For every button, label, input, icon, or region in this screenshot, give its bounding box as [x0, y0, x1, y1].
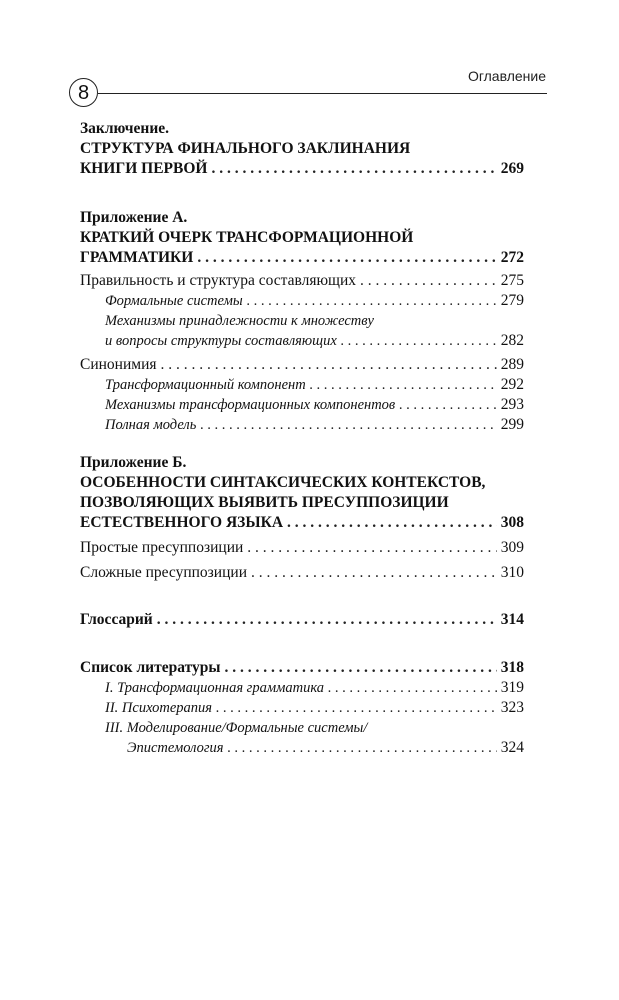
- entry-page: 324: [500, 739, 524, 756]
- dot-leader: [197, 248, 496, 268]
- dot-leader: [200, 415, 496, 435]
- entry-page: 293: [500, 396, 524, 413]
- entry-title: Правильность и структура составляющих: [80, 272, 357, 289]
- entry-page: 318: [500, 659, 524, 676]
- entry-title: Сложные пресуппозиции: [80, 564, 247, 581]
- entry-page: 269: [500, 160, 524, 177]
- toc-entry[interactable]: [80, 415, 524, 435]
- dot-leader: [224, 658, 496, 678]
- toc-entry[interactable]: [80, 355, 524, 375]
- toc-entry-continued: III. Моделирование/Формальные системы/: [105, 720, 368, 736]
- dot-leader: [310, 375, 497, 395]
- entry-page: 309: [500, 539, 524, 556]
- dot-leader: [328, 678, 497, 698]
- entry-page: 292: [500, 376, 524, 393]
- entry-page: 308: [500, 514, 524, 531]
- section-label: Приложение А.: [80, 209, 188, 226]
- entry-title: ЕСТЕСТВЕННОГО ЯЗЫКА: [80, 514, 284, 531]
- toc-entry[interactable]: [80, 395, 524, 415]
- entry-page: 279: [500, 292, 524, 309]
- section-title: ОСОБЕННОСТИ СИНТАКСИЧЕСКИХ КОНТЕКСТОВ,: [80, 474, 486, 491]
- toc-entry[interactable]: [80, 513, 524, 533]
- entry-title: Эпистемология: [127, 740, 224, 756]
- dot-leader: [341, 331, 497, 351]
- entry-title: II. Психотерапия: [105, 700, 213, 716]
- toc-section-appendix-a: [80, 208, 524, 435]
- dot-leader: [228, 738, 497, 758]
- dot-leader: [399, 395, 497, 415]
- entry-title: Трансформационный компонент: [105, 377, 306, 393]
- dot-leader: [251, 563, 497, 583]
- entry-title: ГРАММАТИКИ: [80, 249, 194, 266]
- toc-entry[interactable]: [80, 331, 524, 351]
- toc-entry[interactable]: [80, 698, 524, 718]
- entry-title: и вопросы структуры составляющих: [105, 333, 337, 349]
- entry-page: 323: [500, 699, 524, 716]
- toc-section-appendix-b: [80, 453, 524, 583]
- dot-leader: [216, 698, 497, 718]
- dot-leader: [247, 538, 496, 558]
- entry-page: 282: [500, 332, 524, 349]
- toc-entry[interactable]: [80, 291, 524, 311]
- dot-leader: [287, 513, 497, 533]
- entry-title: Глоссарий: [80, 611, 153, 628]
- running-header: Оглавление: [467, 68, 546, 84]
- entry-page: 299: [500, 416, 524, 433]
- toc-entry[interactable]: [80, 375, 524, 395]
- dot-leader: [161, 355, 497, 375]
- section-label: Приложение Б.: [80, 454, 187, 471]
- entry-title: КНИГИ ПЕРВОЙ: [80, 160, 208, 177]
- entry-page: 275: [500, 272, 524, 289]
- dot-leader: [157, 610, 497, 630]
- toc-section-bibliography: [80, 658, 524, 758]
- toc-section-glossary: [80, 610, 524, 630]
- entry-title: I. Трансформационная грамматика: [105, 680, 324, 696]
- toc-entry[interactable]: [80, 563, 524, 583]
- section-title: ПОЗВОЛЯЮЩИХ ВЫЯВИТЬ ПРЕСУППОЗИЦИИ: [80, 494, 449, 511]
- page-number: 8: [69, 78, 98, 107]
- dot-leader: [211, 159, 496, 179]
- toc-entry[interactable]: [80, 738, 524, 758]
- toc-entry[interactable]: [80, 610, 524, 630]
- toc-entry[interactable]: [80, 678, 524, 698]
- entry-page: 319: [500, 679, 524, 696]
- section-title: СТРУКТУРА ФИНАЛЬНОГО ЗАКЛИНАНИЯ: [80, 140, 411, 157]
- entry-page: 314: [500, 611, 524, 628]
- header-rule: [98, 93, 547, 94]
- entry-title: Механизмы трансформационных компонентов: [105, 397, 396, 413]
- entry-title: Синонимия: [80, 356, 157, 373]
- toc-entry[interactable]: [80, 159, 524, 179]
- toc-entry[interactable]: [80, 538, 524, 558]
- toc-entry-continued: Механизмы принадлежности к множеству: [105, 313, 374, 329]
- toc-entry[interactable]: [80, 658, 524, 678]
- section-title: КРАТКИЙ ОЧЕРК ТРАНСФОРМАЦИОННОЙ: [80, 229, 414, 246]
- entry-title: Список литературы: [80, 659, 221, 676]
- entry-page: 310: [500, 564, 524, 581]
- entry-title: Простые пресуппозиции: [80, 539, 244, 556]
- toc-entry[interactable]: [80, 248, 524, 268]
- toc-section-conclusion: [80, 119, 524, 179]
- dot-leader: [247, 291, 497, 311]
- entry-title: Формальные системы: [105, 293, 243, 309]
- entry-page: 272: [500, 249, 524, 266]
- section-label: Заключение.: [80, 120, 170, 137]
- toc-entry[interactable]: [80, 271, 524, 291]
- dot-leader: [360, 271, 497, 291]
- entry-page: 289: [500, 356, 524, 373]
- entry-title: Полная модель: [105, 417, 197, 433]
